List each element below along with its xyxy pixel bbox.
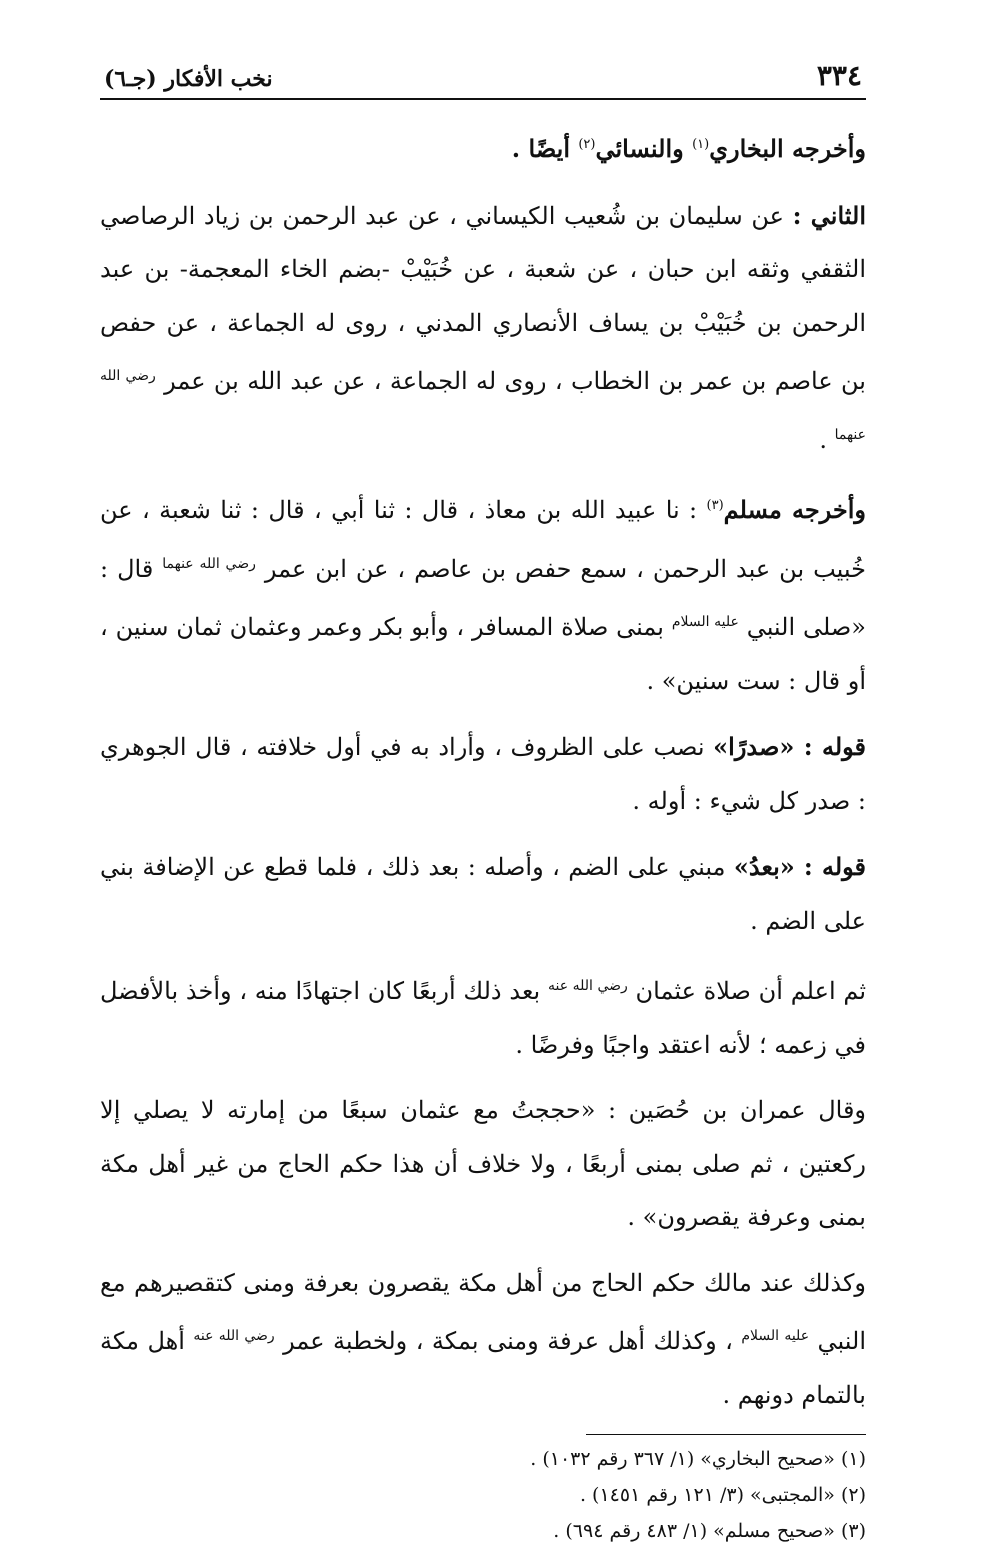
paragraph-lead: أيضًا . [511, 134, 579, 163]
paragraph-lead: والنسائي [595, 134, 693, 163]
page-header [100, 50, 866, 100]
footnote-2: (٢) «المجتبى» (٣/ ١٢١ رقم ١٤٥١) . [579, 1484, 866, 1506]
running-title: نخب الأفكار (جـ٦) [104, 66, 273, 92]
honorific-glyph: عليه السلام [671, 614, 739, 630]
paragraph-3 [100, 479, 866, 708]
paragraph-text: مبني على الضم ، وأصله : بعد ذلك ، فلما قطع عن الإضافة بني على الضم . [100, 853, 866, 935]
page-number: ٣٣٤ [816, 59, 862, 92]
footnote-ref-3: (٣) [706, 498, 724, 513]
paragraph-text: ، وكذلك أهل عرفة ومنى بمكة ، ولخطبة عمر [283, 1327, 742, 1355]
footnote-divider [586, 1434, 866, 1435]
footnote-3: (٣) «صحيح مسلم» (١/ ٤٨٣ رقم ٦٩٤) . [553, 1520, 866, 1542]
honorific-glyph: عليه السلام [741, 1328, 810, 1344]
honorific-glyph: رضي الله عنه [193, 1328, 275, 1344]
paragraph-lead: قوله : «بعدُ» [733, 852, 866, 881]
main-text [100, 118, 866, 1422]
paragraph-text: قال : «صلى النبي [100, 554, 866, 641]
footnote-ref-1: (١) [692, 137, 710, 152]
paragraph-text: ثم اعلم أن صلاة عثمان [635, 977, 867, 1005]
paragraph-text: أهل مكة بالتمام دونهم . [100, 1327, 866, 1409]
paragraph-text: بعد ذلك أربعًا كان اجتهادًا منه ، وأخذ بالأفضل في زعمه ؛ لأنه اعتقد واجبًا وفرضًا . [100, 977, 866, 1059]
paragraph-1 [100, 118, 866, 177]
paragraph-lead: وأخرجه مسلم [723, 495, 866, 524]
paragraph-6 [100, 960, 866, 1072]
paragraph-5 [100, 840, 866, 948]
paragraph-text: عن سليمان بن شُعيب الكيساني ، عن عبد الرحمن بن زياد الرصاصي الثقفي وثقه ابن حبان ، عن شعبة ، عن خُبَيْبْ -بضم الخاء المعجمة- بن عبد الرحمن بن خُبَيْبْ بن يساف الأنصاري المدني ، روى له الجماعة ، عن حفص بن عاصم بن عمر بن الخطاب ، روى له الجماعة ، عن عبد الله بن عمر [100, 201, 867, 395]
paragraph-lead: الثاني : [792, 200, 866, 230]
honorific-glyph: رضي الله عنه [547, 978, 628, 994]
footnote-1: (١) «صحيح البخاري» (١/ ٣٦٧ رقم ١٠٣٢) . [530, 1448, 866, 1470]
paragraph-text: : نا عبيد الله بن معاذ ، قال : ثنا أبي ، قال : ثنا شعبة ، عن خُبيب بن عبد الرحمن ، سمع حفص بن عاصم ، عن ابن عمر [100, 496, 866, 583]
footnote-ref-2: (٢) [578, 137, 596, 152]
honorific-glyph: رضي الله عنهما [100, 368, 866, 443]
footnotes [100, 1441, 866, 1549]
honorific-glyph: رضي الله عنهما [162, 555, 256, 572]
paragraph-text: بمنى صلاة المسافر ، وأبو بكر وعمر وعثمان ثمان سنين ، أو قال : ست سنين» . [100, 613, 866, 695]
paragraph-text: وقال عمران بن حُصَين : «حججتُ مع عثمان سبعًا من إمارته لا يصلي إلا ركعتين ، ثم صلى بمنى أربعًا ، ولا خلاف أن هذا حكم الحاج من غير أهل مكة بمنى وعرفة يقصرون» . [100, 1096, 866, 1231]
paragraph-text: . [819, 425, 835, 454]
paragraph-7 [100, 1084, 866, 1245]
paragraph-4 [100, 720, 866, 828]
paragraph-text: نصب على الظروف ، وأراد به في أول خلافته ، قال الجوهري : صدر كل شيء : أوله . [100, 733, 866, 815]
paragraph-lead: وأخرجه البخاري [709, 134, 866, 163]
paragraph-8 [100, 1257, 866, 1423]
paragraph-lead: قوله : «صدرًا» [713, 732, 867, 761]
paragraph-2 [100, 189, 866, 468]
paragraph-text: وكذلك عند مالك حكم الحاج من أهل مكة يقصرون بعرفة ومنى كتقصيرهم مع النبي [100, 1268, 866, 1355]
